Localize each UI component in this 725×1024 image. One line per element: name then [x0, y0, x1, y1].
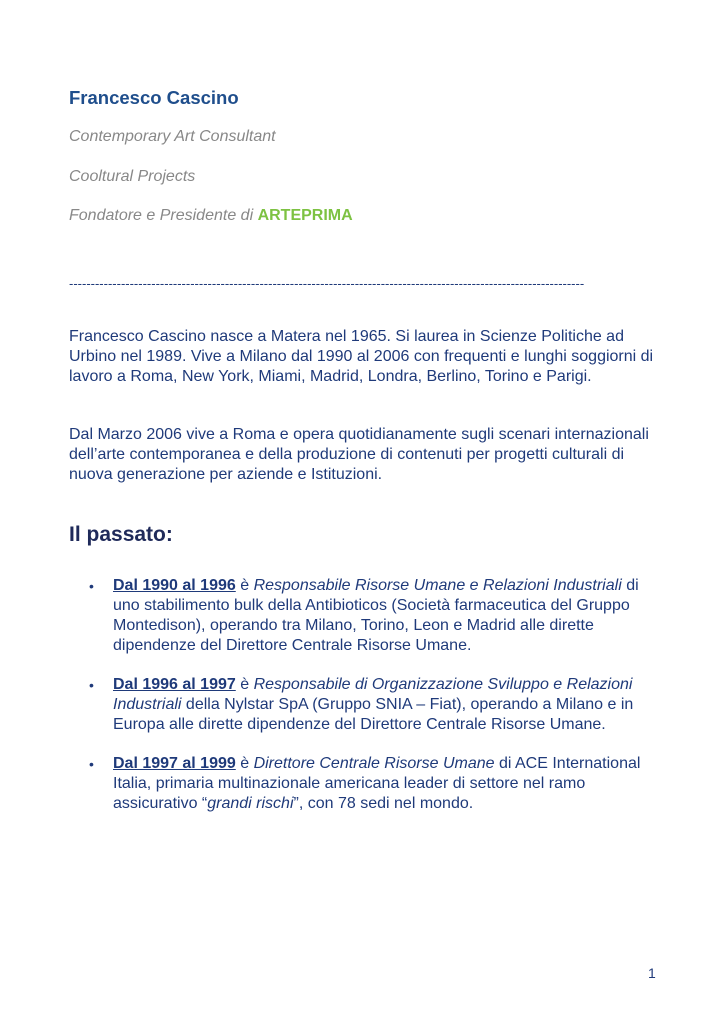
- period-link[interactable]: Dal 1996 al 1997: [113, 676, 236, 693]
- item-verb: è: [235, 577, 254, 594]
- section-title: Il passato:: [69, 523, 173, 546]
- subtitle-role: Contemporary Art Consultant: [69, 128, 276, 145]
- item-description: di uno stabilimento bulk della Antibioticos (Società farmaceutica del Gruppo Montedison), operando tra Milano, Torino, Leon e Madrid alle dirette dipendenze del Direttore Centrale Risorse Umane.: [113, 577, 639, 654]
- list-item: [69, 675, 669, 735]
- bio-paragraph-1: Francesco Cascino nasce a Matera nel 1965. Si laurea in Scienze Politiche ad Urbino nel 1989. Vive a Milano dal 1990 al 2006 con frequenti e lunghi soggiorni di lavoro a Roma, New York, Miami, Madrid, Londra, Berlino, Torino e Parigi.: [69, 328, 654, 385]
- brand-name: ARTEPRIMA: [257, 207, 353, 224]
- subtitle-projects: Cooltural Projects: [69, 168, 196, 185]
- bullet-icon: •: [89, 677, 94, 693]
- founder-prefix: Fondatore e Presidente di: [69, 207, 258, 224]
- item-description-end: ”, con 78 sedi nel mondo.: [293, 795, 474, 812]
- period-link[interactable]: Dal 1990 al 1996: [113, 577, 236, 594]
- item-verb: è: [235, 676, 254, 693]
- bullet-icon: •: [89, 578, 94, 594]
- page-number: 1: [648, 965, 656, 981]
- list-item: [69, 754, 669, 814]
- item-description: di ACE International Italia, primaria multinazionale americana leader di settore nel ramo assicurativo “: [113, 755, 641, 812]
- author-name: Francesco Cascino: [69, 87, 239, 108]
- item-role: Responsabile di Organizzazione Sviluppo e Relazioni Industriali: [113, 676, 633, 713]
- item-emphasis: grandi rischi: [207, 795, 294, 812]
- item-verb: è: [235, 755, 254, 772]
- dashed-divider: -----------------------------------------------------------------------------------------------------------------------: [69, 276, 585, 291]
- item-role: Direttore Centrale Risorse Umane: [253, 755, 495, 772]
- list-item: [69, 576, 669, 656]
- item-description: della Nylstar SpA (Gruppo SNIA – Fiat), operando a Milano e in Europa alle dirette dipendenze del Direttore Centrale Risorse Umane.: [113, 696, 634, 733]
- bio-paragraph-2: Dal Marzo 2006 vive a Roma e opera quotidianamente sugli scenari internazionali dell’arte contemporanea e della produzione di contenuti per progetti culturali di nuova generazione per aziende e Istituzioni.: [69, 426, 649, 483]
- period-link[interactable]: Dal 1997 al 1999: [113, 755, 236, 772]
- subtitle-founder: [69, 207, 353, 225]
- bullet-icon: •: [89, 756, 94, 772]
- item-role: Responsabile Risorse Umane e Relazioni Industriali: [253, 577, 622, 594]
- career-list: [69, 576, 669, 814]
